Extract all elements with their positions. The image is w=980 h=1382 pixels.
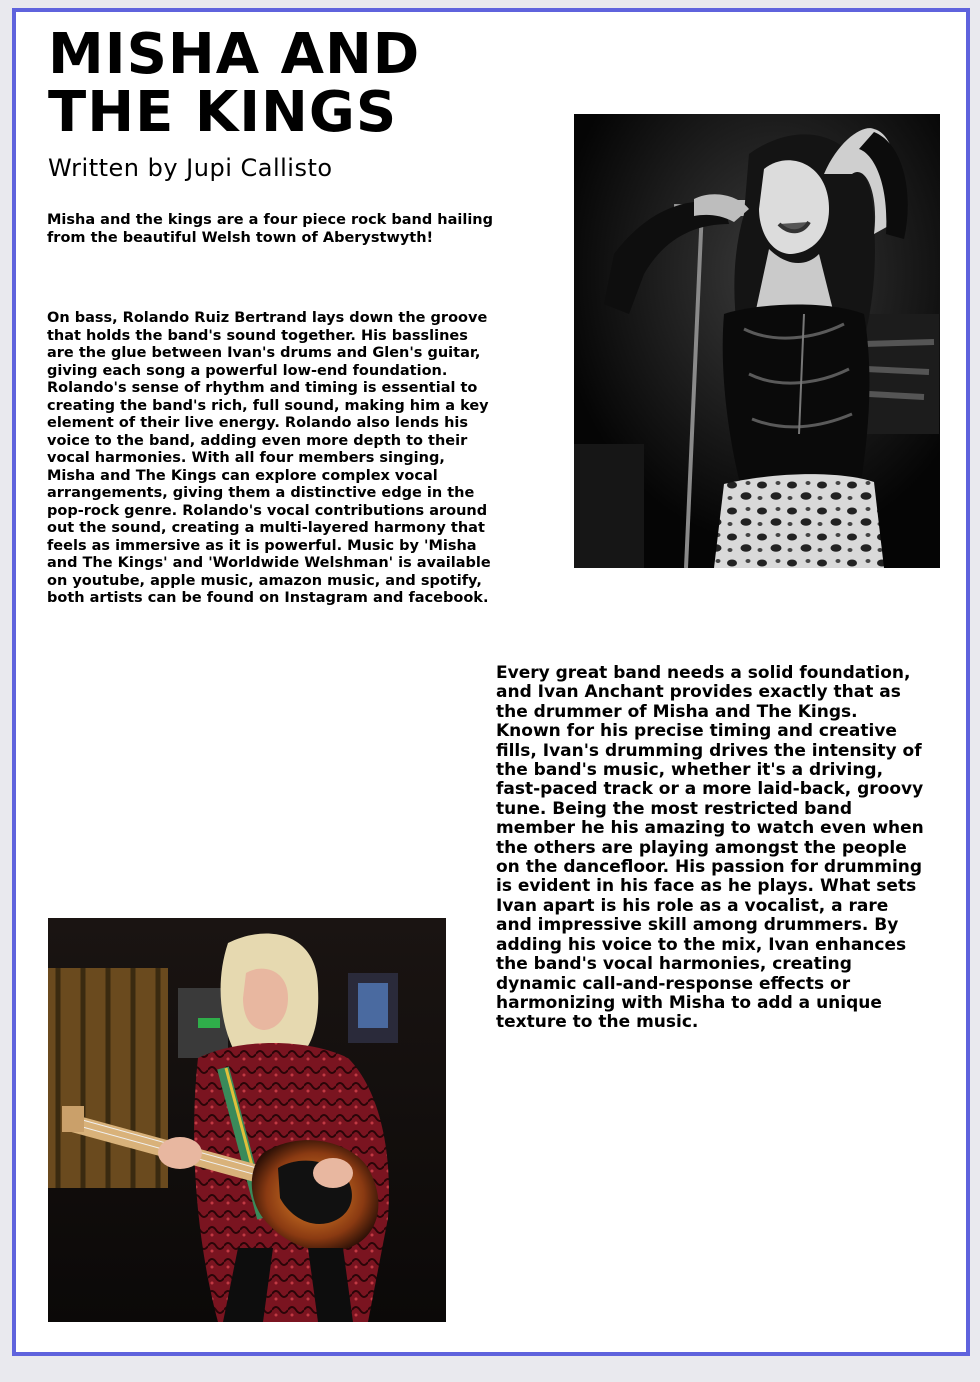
article-title: MISHA AND THE KINGS — [48, 22, 421, 145]
guitarist-photo-image — [48, 918, 446, 1322]
bass-paragraph: On bass, Rolando Ruiz Bertrand lays down the groove that holds the band's sound together. His basslines are the glue between Ivan's drums and Glen's guitar, giving each song a powerful low-end foundation. Rolando's sense of rhythm and timing is essential to creating the band's rich, full sound, making him a key element of their live energy. Rolando also lends his voice to the band, adding even more depth to their vocal harmonies. With all four members singing, Misha and The Kings can explore complex vocal arrangements, giving them a distinctive edge in the pop-rock genre. Rolando's vocal contributions around out the sound, creating a multi-layered harmony that feels as immersive as it is powerful. Music by 'Misha and The Kings' and 'Worldwide Welshman' is available on youtube, apple music, amazon music, and spotify, both artists can be found on Instagram and facebook. — [47, 310, 491, 606]
singer-photo — [574, 114, 940, 568]
drums-paragraph: Every great band needs a solid foundation, and Ivan Anchant provides exactly that as the drummer of Misha and The Kings. Known for his precise timing and creative fills, Ivan's drumming drives the intensity of the band's music, whether it's a driving, fast-paced track or a more laid-back, groovy tune. Being the most restricted band member he his amazing to watch even when the others are playing amongst the people on the dancefloor. His passion for drumming is evident in his face as he plays. What sets Ivan apart is his role as a vocalist, a rare and impressive skill among drummers. By adding his voice to the mix, Ivan enhances the band's vocal harmonies, creating dynamic call-and-response effects or harmonizing with Misha to add a unique texture to the music. — [496, 663, 924, 1033]
intro-paragraph: Misha and the kings are a four piece rock band hailing from the beautiful Welsh town of Aberystwyth! — [47, 212, 493, 246]
article-byline: Written by Jupi Callisto — [48, 154, 333, 182]
guitarist-photo — [48, 918, 446, 1322]
magazine-page — [12, 8, 970, 1356]
singer-photo-image — [574, 114, 940, 568]
